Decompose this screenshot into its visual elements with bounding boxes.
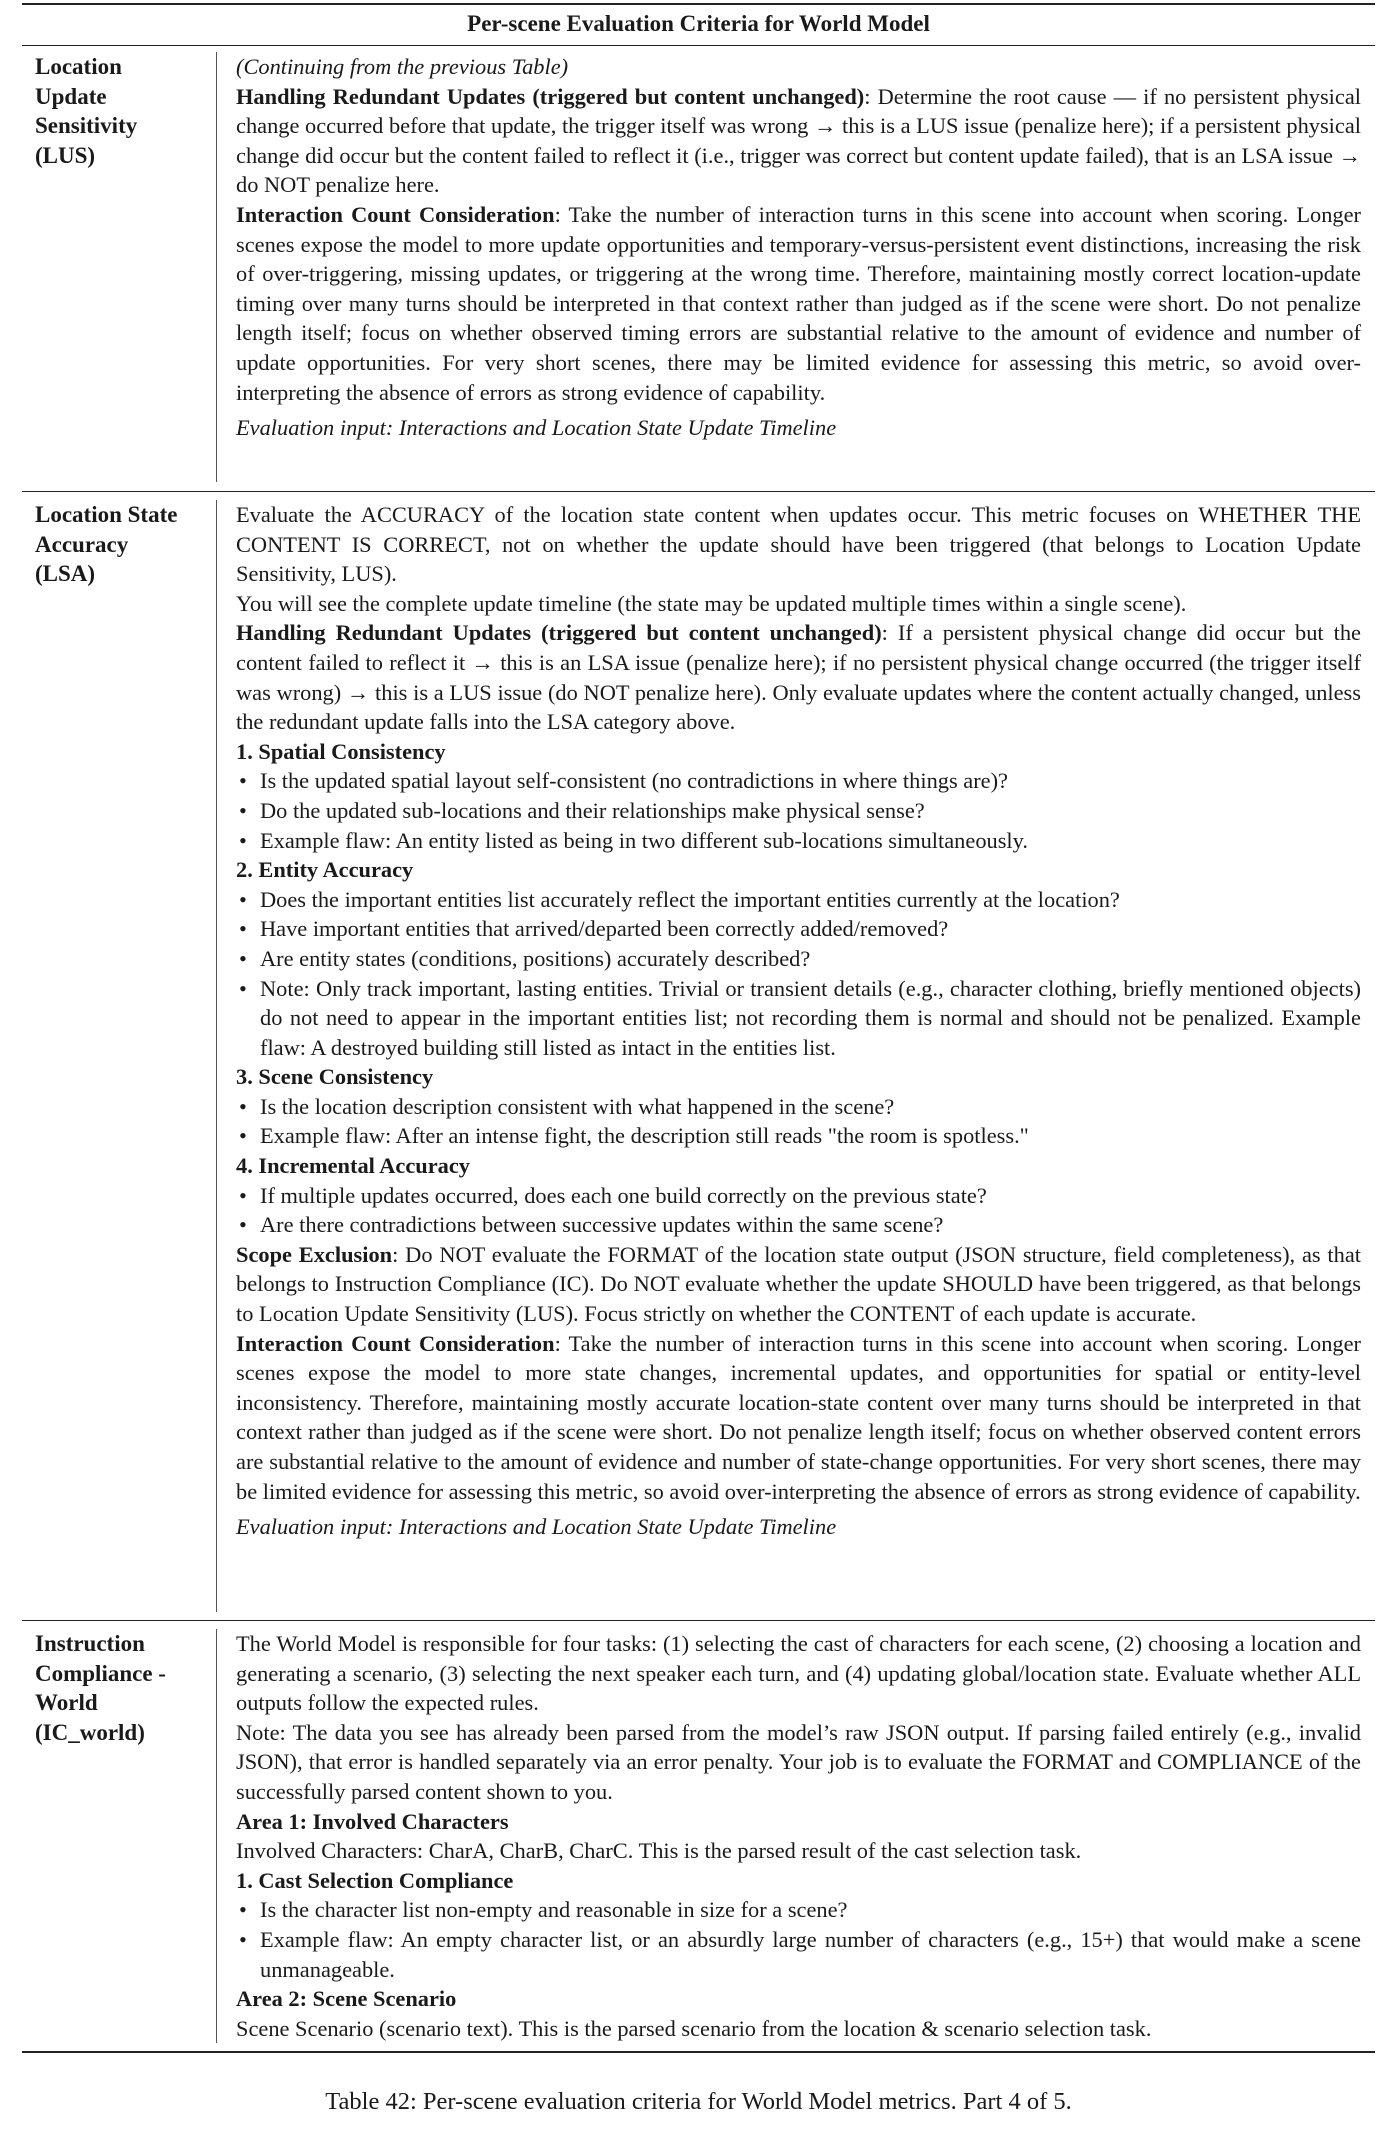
subsection-title: 1. Spatial Consistency <box>236 738 446 764</box>
list-item: • Do the updated sub-locations and their relationships make physical sense? <box>236 796 1361 826</box>
paragraph-text: : Take the number of interaction turns in this scene into account when scoring. Longer scenes expose the model to more state changes, incremental updates, and opportunities for spatial or entity-level inconsistency. Therefore, maintaining mostly accurate location-state content over many turns should be interpreted in that context rather than judged as if the scene were short. Do not penalize length itself; focus on whether observed content errors are substantial relative to the amount of evidence and number of state-change opportunities. For very short scenes, there may be limited evidence for assessing this metric, so avoid over-interpreting the absence of errors as strong evidence of capability. <box>236 1330 1361 1504</box>
bold-lead: Interaction Count Consideration <box>236 201 555 227</box>
list-item: • Have important entities that arrived/departed been correctly added/removed? <box>236 914 1361 944</box>
table-title: Per-scene Evaluation Criteria for World Model <box>467 11 930 36</box>
row-label-ic-world <box>35 1629 225 1747</box>
row-label-line: Location <box>35 54 122 79</box>
table-top-rule <box>22 3 1375 5</box>
evaluation-input: Evaluation input: Interactions and Location State Update Timeline <box>236 1514 837 1540</box>
paragraph-text: : Take the number of interaction turns in this scene into account when scoring. Longer scenes expose the model to more update opportunities and temporary-versus-persistent event distinctions, increasing the risk of over-triggering, missing updates, or triggering at the wrong time. Therefore, maintaining mostly correct location-update timing over many turns should be interpreted in that context rather than judged as if the scene were short. Do not penalize length itself; focus on whether observed timing errors are substantial relative to the amount of evidence and number of update opportunities. For very short scenes, there may be limited evidence for assessing this metric, so avoid over-interpreting the absence of errors as strong evidence of capability. <box>236 201 1361 405</box>
bold-lead: Interaction Count Consideration <box>236 1330 555 1356</box>
row-label-line: World <box>35 1690 98 1716</box>
paragraph <box>236 618 1361 736</box>
area-title: Area 2: Scene Scenario <box>236 1986 457 2012</box>
paragraph: Note: The data you see has already been parsed from the model’s raw JSON output. If parsing failed entirely (e.g., invalid JSON), that error is handled separately via an error penalty. Your job is to evaluate the FORMAT and COMPLIANCE of the successfully parsed content shown to you. <box>236 1719 1361 1804</box>
column-divider <box>216 500 217 1612</box>
paragraph-text: : If a persistent physical change did occur but the content failed to reflect it → this is an LSA issue (penalize here); if no persistent physical change occurred (the trigger itself was wrong) → this is a LUS issue (do NOT penalize here). Only evaluate updates where the content actually changed, unless the redundant update falls into the LSA category above. <box>236 620 1361 735</box>
bullet-list <box>236 885 1361 1063</box>
paragraph-text: : Do NOT evaluate the FORMAT of the location state output (JSON structure, field completeness), as that belongs to Instruction Compliance (IC). Do NOT evaluate whether the update SHOULD have been triggered, as that belongs to Location Update Sensitivity (LUS). Focus strictly on whether the CONTENT of each update is accurate. <box>236 1241 1361 1327</box>
row-label-line: (LSA) <box>35 561 96 587</box>
bullet-list <box>236 766 1361 855</box>
column-divider <box>216 1629 217 2043</box>
paragraph: Evaluate the ACCURACY of the location state content when updates occur. This metric focuses on WHETHER THE CONTENT IS CORRECT, not on whether the update should have been triggered (that belongs to Location Update Sensitivity, LUS). <box>236 502 1361 587</box>
paragraph-text: : Determine the root cause — if no persistent physical change occurred before that update, the trigger itself was wrong → this is a LUS issue (penalize here); if a persistent physical change did occur but the content failed to reflect it (i.e., trigger was correct but content update failed), that is an LSA issue → do NOT penalize here. <box>236 83 1361 198</box>
paragraph: You will see the complete update timeline (the state may be updated multiple times within a single scene). <box>236 590 1187 616</box>
row-body-lus <box>236 52 1361 443</box>
table-title-rule <box>22 45 1375 46</box>
list-item: • Note: Only track important, lasting entities. Trivial or transient details (e.g., character clothing, briefly mentioned objects) do not need to appear in the important entities list; not recording them is normal and should not be penalized. Example flaw: A destroyed building still listed as intact in the entities list. <box>236 974 1361 1063</box>
row-label-lsa <box>35 500 225 589</box>
area-title: Area 1: Involved Characters <box>236 1808 509 1834</box>
paragraph: Scene Scenario (scenario text). This is the parsed scenario from the location & scenario selection task. <box>236 2015 1152 2041</box>
list-item: • Are there contradictions between successive updates within the same scene? <box>236 1210 1361 1240</box>
row-label-line: (IC_world) <box>35 1719 145 1745</box>
subsection-title: 3. Scene Consistency <box>236 1064 434 1090</box>
table-bottom-rule <box>22 2051 1375 2053</box>
bullet-list <box>236 1092 1361 1151</box>
subsection-title: 1. Cast Selection Compliance <box>236 1867 514 1893</box>
paragraph <box>236 1329 1361 1507</box>
subsection-title: 4. Incremental Accuracy <box>236 1153 471 1179</box>
row-body-lsa <box>236 500 1361 1542</box>
list-item: • Example flaw: An empty character list, or an absurdly large number of characters (e.g., 15+) that would make a scene unmanageable. <box>236 1925 1361 1984</box>
row-label-line: Compliance - <box>35 1660 166 1686</box>
row-separator <box>22 1620 1375 1621</box>
list-item: • Is the updated spatial layout self-consistent (no contradictions in where things are)? <box>236 766 1361 796</box>
paragraph <box>236 200 1361 407</box>
bold-lead: Handling Redundant Updates (triggered but content unchanged) <box>236 83 865 109</box>
list-item: • If multiple updates occurred, does each one build correctly on the previous state? <box>236 1181 1361 1211</box>
paragraph <box>236 82 1361 200</box>
paragraph <box>236 1240 1361 1329</box>
row-label-lus <box>35 52 225 170</box>
list-item: • Is the location description consistent with what happened in the scene? <box>236 1092 1361 1122</box>
row-separator <box>22 491 1375 492</box>
list-item: • Does the important entities list accurately reflect the important entities currently at the location? <box>236 885 1361 915</box>
table-caption: Table 42: Per-scene evaluation criteria for World Model metrics. Part 4 of 5. <box>325 2088 1072 2115</box>
row-label-line: Update <box>35 83 107 109</box>
row-label-line: Sensitivity <box>35 113 138 139</box>
paragraph: The World Model is responsible for four tasks: (1) selecting the cast of characters for each scene, (2) choosing a location and generating a scenario, (3) selecting the next speaker each turn, and (4) updating global/location state. Evaluate whether ALL outputs follow the expected rules. <box>236 1631 1361 1716</box>
row-label-line: Location State <box>35 502 178 527</box>
list-item: • Are entity states (conditions, positions) accurately described? <box>236 944 1361 974</box>
row-label-line: Accuracy <box>35 531 129 557</box>
bold-lead: Scope Exclusion <box>236 1241 393 1267</box>
list-item: • Example flaw: An entity listed as being in two different sub-locations simultaneously. <box>236 826 1361 856</box>
subsection-title: 2. Entity Accuracy <box>236 857 414 883</box>
evaluation-input: Evaluation input: Interactions and Location State Update Timeline <box>236 415 837 441</box>
bullet-list <box>236 1181 1361 1240</box>
list-item: • Example flaw: After an intense fight, the description still reads "the room is spotless." <box>236 1121 1361 1151</box>
column-divider <box>216 52 217 482</box>
bold-lead: Handling Redundant Updates (triggered but content unchanged) <box>236 620 882 646</box>
bullet-list <box>236 1895 1361 1984</box>
row-label-line: (LUS) <box>35 142 96 168</box>
row-label-line: Instruction <box>35 1631 145 1656</box>
paragraph: Involved Characters: CharA, CharB, CharC. This is the parsed result of the cast selection task. <box>236 1838 1082 1864</box>
row-body-ic-world <box>236 1629 1361 2043</box>
list-item: • Is the character list non-empty and reasonable in size for a scene? <box>236 1895 1361 1925</box>
continuing-note: (Continuing from the previous Table) <box>236 54 569 79</box>
